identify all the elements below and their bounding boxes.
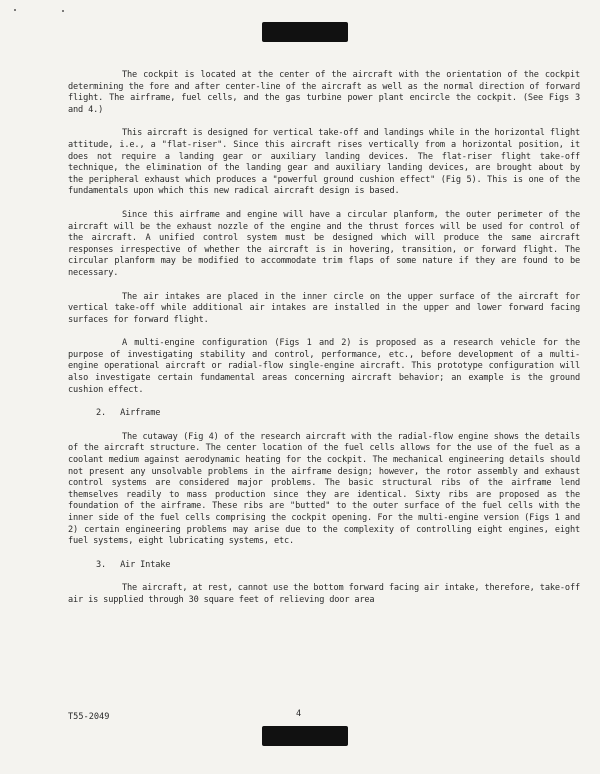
section-heading-air-intake: [96, 560, 580, 572]
paragraph-take-off-air: The aircraft, at rest, cannot use the bottom forward facing air intake, therefore, take-off air is supplied through 30 square feet of relieving door area: [68, 583, 580, 605]
document-body: [68, 70, 580, 619]
paragraph-air-intakes: The air intakes are placed in the inner circle on the upper surface of the aircraft for vertical take-off while additional air intakes are installed in the upper and lower forward facing surfaces for forward flight.: [68, 291, 580, 325]
section-title: Air Intake: [120, 559, 171, 570]
paragraph-cutaway: The cutaway (Fig 4) of the research aircraft with the radial-flow engine shows the details of the aircraft structure. The center location of the fuel cells allows for the use of the fuel as a coolant medium against aerodynamic heating for the cockpit. The mechanical engineering details should not present any unsolvable problems in the airframe design; however, the rotor assembly and exhaust control systems are considered major problems. The basic structural ribs of the airframe lend themselves readily to mass production since they are identical. Sixty ribs are proposed as the foundation of the airframe. These ribs are "butted" to the outer surface of the fuel cells with the inner side of the fuel cells comprising the cockpit opening. For the multi-engine version (Figs 1 and 2) certain engineering problems may arise due to the complexity of controlling eight engines, eight fuel systems, eight lubricating systems, etc.: [68, 431, 580, 547]
redaction-mark-top: [262, 22, 348, 42]
paragraph-multi-engine: A multi-engine configuration (Figs 1 and 2) is proposed as a research vehicle for the purpose of investigating stability and control, performance, etc., before development of a multi-engine operational aircraft or radial-flow single-engine aircraft. This prototype configuration will also investigate certain fundamental areas concerning aircraft behavior; an example is the ground cushion effect.: [68, 338, 580, 395]
scan-speck: [14, 9, 16, 11]
paragraph-circular-planform: Since this airframe and engine will have a circular planform, the outer perimeter of the aircraft will be the exhaust nozzle of the engine and the thrust forces will be used for control of the aircraft. A unified control system must be designed which will produce the same aircraft responses irrespective of whether the aircraft is in hovering, transition, or forward flight. The circular planform may be modified to accommodate trim flaps of some nature if they are found to be necessary.: [68, 209, 580, 278]
section-number: 2.: [96, 408, 107, 419]
redaction-mark-bottom: [262, 726, 348, 746]
paragraph-cockpit-location: The cockpit is located at the center of the aircraft with the orientation of the cockpit determining the fore and after center-line of the aircraft as well as the normal direction of forward flight. The airframe, fuel cells, and the gas turbine power plant encircle the cockpit. (See Figs 3 and 4.): [68, 70, 580, 115]
document-code: T55-2049: [68, 712, 110, 722]
section-number: 3.: [96, 559, 107, 570]
paragraph-flat-riser: This aircraft is designed for vertical take-off and landings while in the horizontal flight attitude, i.e., a "flat-riser". Since this aircraft rises vertically from a horizontal position, it does not require a landing gear or auxiliary landing devices. The flat-riser flight take-off technique, the elimination of the landing gear and auxiliary landing devices, are brought about by the peripheral exhaust which produces a "powerful ground cushion effect" (Fig 5). This is one of the fundamentals upon which this new radical aircraft design is based.: [68, 128, 580, 197]
scan-speck: [62, 10, 64, 12]
section-heading-airframe: [96, 408, 580, 420]
page-number: 4: [296, 709, 302, 719]
section-title: Airframe: [120, 408, 161, 419]
